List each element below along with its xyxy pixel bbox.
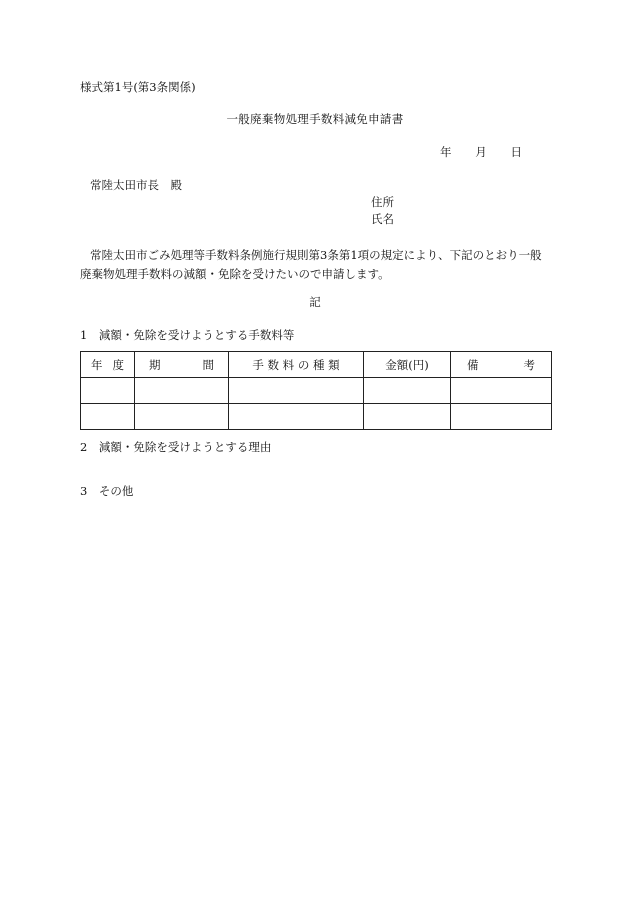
header-amount: 金額(円): [364, 352, 451, 378]
header-fee-type: 手 数 料 の 種 類: [229, 352, 364, 378]
table-row: [81, 378, 552, 404]
address-label: 住所: [371, 195, 394, 209]
section-3-heading: 3 その他: [80, 484, 134, 498]
date-day: 日: [510, 145, 522, 159]
table-cell[interactable]: [81, 404, 135, 430]
table-cell[interactable]: [451, 378, 552, 404]
header-period-part-2: 間: [202, 357, 214, 372]
name-label: 氏名: [371, 212, 394, 226]
date-year: 年: [440, 145, 452, 159]
body-text: 常陸太田市ごみ処理等手数料条例施行規則第3条第1項の規定により、下記のとおり一般廃棄物処理手数料の減額・免除を受けたいので申請します。: [80, 248, 542, 281]
header-year-part-1: 年: [91, 357, 103, 372]
header-period: [135, 352, 229, 378]
document-title: 一般廃棄物処理手数料減免申請書: [226, 112, 404, 126]
section-1-heading: 1 減額・免除を受けようとする手数料等: [80, 328, 295, 342]
addressee: 常陸太田市長 殿: [90, 178, 182, 192]
header-remarks: [451, 352, 552, 378]
section-2-heading: 2 減額・免除を受けようとする理由: [80, 440, 272, 454]
fee-table: [80, 351, 552, 430]
date-month: 月: [475, 145, 487, 159]
table-cell[interactable]: [451, 404, 552, 430]
table-cell[interactable]: [364, 378, 451, 404]
table-cell[interactable]: [364, 404, 451, 430]
header-year-part-2: 度: [112, 357, 124, 372]
table-cell[interactable]: [135, 378, 229, 404]
table-header-row: [81, 352, 552, 378]
header-remarks-part-2: 考: [523, 357, 535, 372]
ki-heading: 記: [309, 295, 321, 309]
table-cell[interactable]: [229, 378, 364, 404]
table-cell[interactable]: [135, 404, 229, 430]
date-line: [440, 147, 522, 159]
header-remarks-part-1: 備: [467, 357, 479, 372]
table-cell[interactable]: [81, 378, 135, 404]
table-row: [81, 404, 552, 430]
header-period-part-1: 期: [149, 357, 161, 372]
form-number: 様式第1号(第3条関係): [80, 80, 196, 94]
table-cell[interactable]: [229, 404, 364, 430]
header-year: [81, 352, 135, 378]
